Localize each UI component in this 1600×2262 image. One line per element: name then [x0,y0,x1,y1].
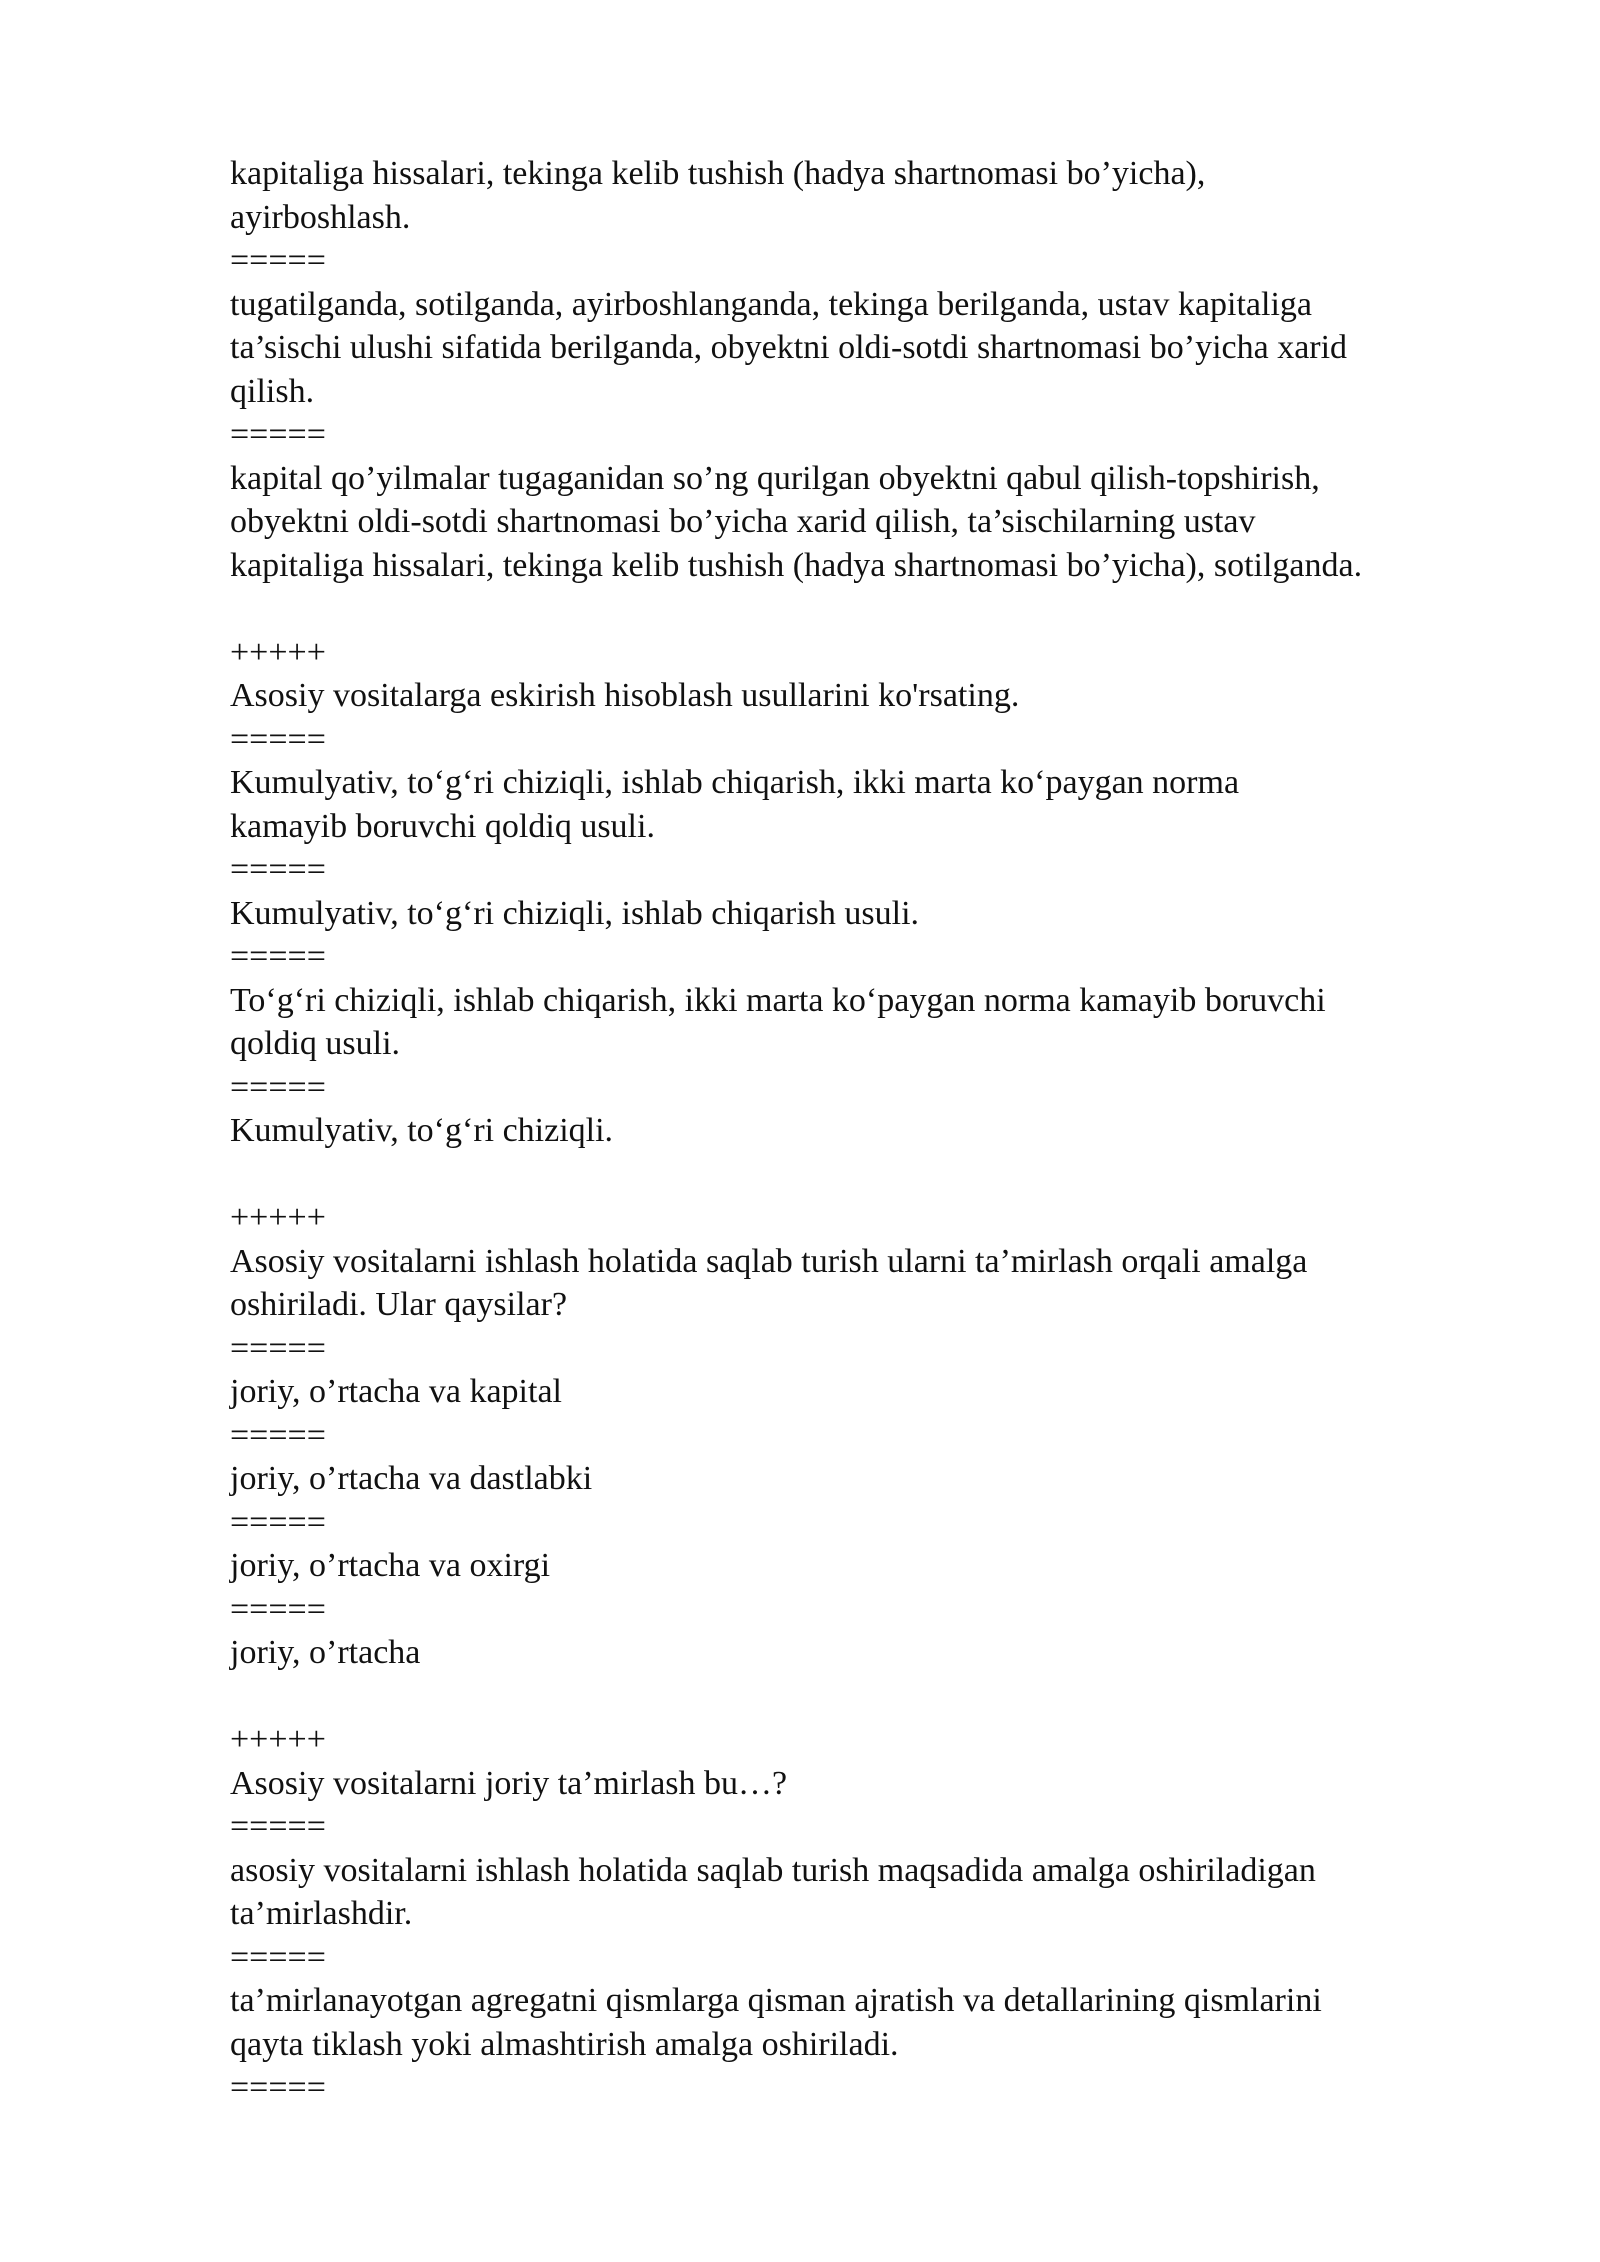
option-separator: ===== [230,242,326,279]
text-line: tugatilganda, sotilganda, ayirboshlanganda, tekinga berilganda, ustav kapitaliga [230,285,1313,323]
document-page [230,152,1510,2110]
option-separator: ===== [230,416,326,453]
text-line: Asosiy vositalarga eskirish hisoblash usullarini ko'rsating. [230,677,1020,714]
text-line: Kumulyativ, to‘g‘ri chiziqli, ishlab chiqarish usuli. [230,894,920,932]
question-text [230,674,1510,718]
text-line: kapitaliga hissalari, tekinga kelib tushish (hadya shartnomasi bo’yicha), [230,155,1206,192]
option-separator: ===== [230,1808,326,1845]
option-separator: ===== [230,1416,326,1454]
text-line: kapitaliga hissalari, tekinga kelib tushish (hadya shartnomasi bo’yicha), sotilganda. [230,546,1363,584]
answer-option [230,1544,1510,1588]
text-line: Asosiy vositalarni ishlash holatida saqlab turish ularni ta’mirlash orqali amalga [230,1242,1308,1280]
answer-option [230,1849,1510,1936]
answer-option [230,1979,1510,2066]
text-line: kamayib boruvchi qoldiq usuli. [230,807,655,845]
text-line: joriy, o’rtacha va oxirgi [230,1547,551,1584]
text-line: ta’sischi ulushi sifatida berilganda, obyektni oldi-sotdi shartnomasi bo’yicha xarid [230,329,1348,366]
option-separator: ===== [230,1329,326,1367]
option-separator: ===== [230,851,326,888]
text-line: ayirboshlash. [230,198,411,236]
option-separator: ===== [230,1938,326,1976]
answer-option [230,1457,1510,1501]
blank-line [230,1153,1510,1197]
text-line: Kumulyativ, to‘g‘ri chiziqli. [230,1112,614,1149]
text-line: Kumulyativ, to‘g‘ri chiziqli, ishlab chiqarish, ikki marta ko‘paygan norma [230,764,1240,801]
text-line: Asosiy vositalarni joriy ta’mirlash bu…? [230,1764,788,1802]
answer-option [230,761,1510,848]
text-line: qoldiq usuli. [230,1025,401,1062]
option-separator: ===== [230,1590,326,1628]
answer-option [230,892,1510,936]
text-line: qilish. [230,372,315,410]
question-text [230,1762,1510,1806]
option-separator: ===== [230,1068,326,1106]
text-line: ta’mirlashdir. [230,1895,413,1932]
answer-option [230,979,1510,1066]
question-text [230,1240,1510,1327]
text-line: obyektni oldi-sotdi shartnomasi bo’yicha xarid qilish, ta’sischilarning ustav [230,503,1256,540]
answer-option [230,1631,1510,1675]
text-line: joriy, o’rtacha va dastlabki [230,1460,593,1497]
option-separator: ===== [230,938,326,975]
option-separator: ===== [230,720,326,758]
answer-option [230,457,1510,588]
option-separator: ===== [230,2069,326,2106]
text-line: qayta tiklash yoki almashtirish amalga oshiriladi. [230,2025,899,2063]
blank-line [230,1675,1510,1719]
text-line: joriy, o’rtacha [230,1634,421,1671]
text-line: asosiy vositalarni ishlash holatida saqlab turish maqsadida amalga oshiriladigan [230,1851,1316,1889]
answer-option [230,283,1510,414]
text-line: oshiriladi. Ular qaysilar? [230,1286,568,1323]
question-marker: +++++ [230,1199,326,1236]
text-line: joriy, o’rtacha va kapital [230,1373,562,1410]
question-marker: +++++ [230,1721,326,1758]
text-line: To‘g‘ri chiziqli, ishlab chiqarish, ikki marta ko‘paygan norma kamayib boruvchi [230,981,1326,1019]
answer-option [230,1109,1510,1153]
answer-option [230,152,1510,239]
answer-option [230,1370,1510,1414]
text-line: ta’mirlanayotgan agregatni qismlarga qisman ajratish va detallarining qismlarini [230,1982,1322,2019]
option-separator: ===== [230,1503,326,1541]
question-marker: +++++ [230,633,326,671]
text-line: kapital qo’yilmalar tugaganidan so’ng qurilgan obyektni qabul qilish-topshirish, [230,459,1320,497]
blank-line [230,587,1510,631]
